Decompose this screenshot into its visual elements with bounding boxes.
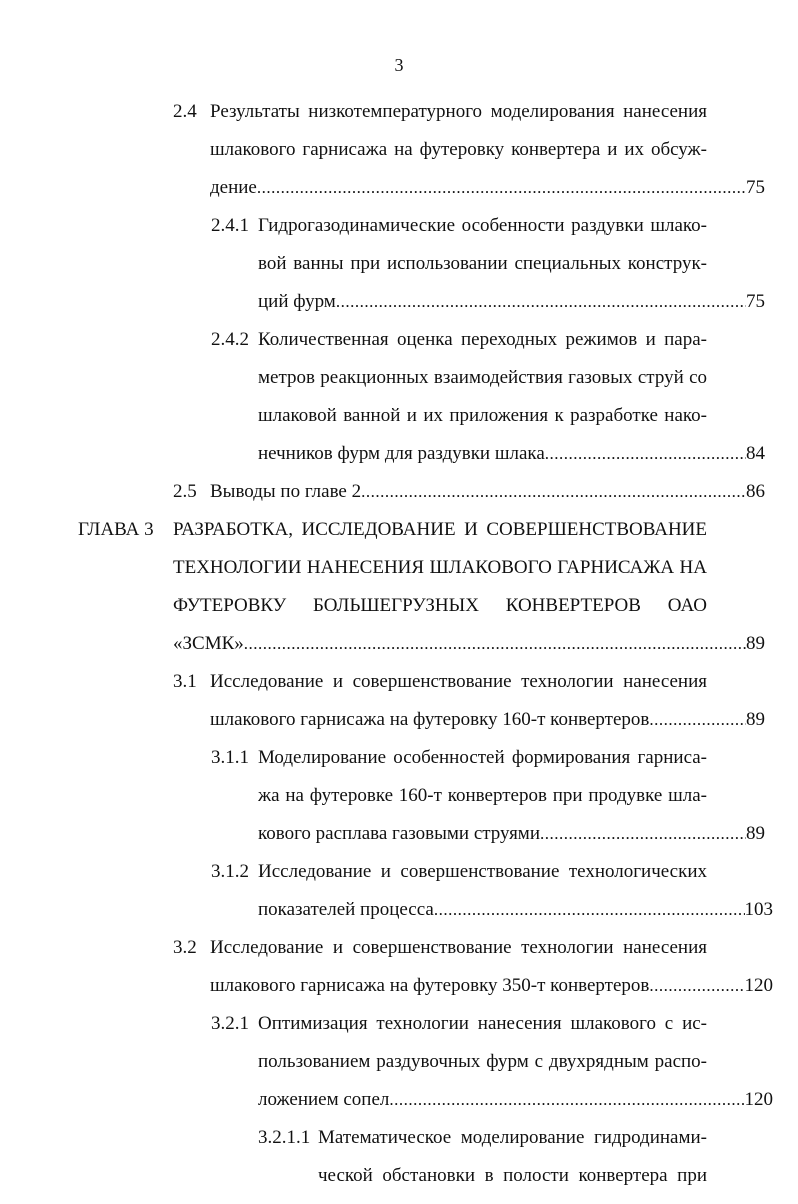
toc-text: ложением сопел	[258, 1089, 390, 1110]
toc-text: кового расплава газовыми струями	[258, 823, 541, 844]
toc-text: шлакового гарнисажа на футеровку 350-т конвертеров	[210, 975, 650, 996]
toc-text: нечников фурм для раздувки шлака	[258, 443, 545, 464]
page-number: 3	[394, 55, 404, 75]
toc-text: Исследование и совершенствование технологических	[258, 861, 707, 882]
chapter-number: ГЛАВА 3	[78, 519, 154, 540]
toc-text: шлаковой ванной и их приложения к разработке нако-	[258, 405, 707, 426]
toc-text: Исследование и совершенствование технологии нанесения	[210, 937, 707, 958]
dot-leader	[540, 823, 746, 845]
toc-text: пользованием раздувочных фурм с двухрядным распо-	[258, 1051, 707, 1072]
toc-entry-3-1-1[interactable]	[258, 823, 765, 845]
toc-text: ций фурм	[258, 291, 336, 312]
toc-page-number: 120	[744, 975, 773, 996]
toc-number: 2.5	[173, 481, 197, 502]
toc-entry-2-4[interactable]	[210, 177, 765, 199]
toc-page-number: 103	[744, 899, 773, 920]
toc-entry-2-4-2[interactable]	[258, 443, 765, 465]
toc-number: 3.1.2	[211, 861, 249, 882]
toc-text: вой ванны при использовании специальных конструк-	[258, 253, 707, 274]
toc-text: Количественная оценка переходных режимов и пара-	[258, 329, 707, 350]
toc-page-number: 120	[744, 1089, 773, 1110]
chapter-title: РАЗРАБОТКА, ИССЛЕДОВАНИЕ И СОВЕРШЕНСТВОВАНИЕ	[173, 519, 707, 540]
toc-text: Выводы по главе 2	[210, 481, 362, 502]
toc-number: 2.4	[173, 101, 197, 122]
dot-leader	[336, 291, 746, 313]
toc-number: 3.2.1.1	[258, 1127, 311, 1148]
dot-leader	[361, 481, 746, 503]
toc-text: ческой обстановки в полости конвертера при	[318, 1165, 707, 1186]
toc-text: шлакового гарнисажа на футеровку конвертера и их обсуж-	[210, 139, 707, 160]
chapter-title: ФУТЕРОВКУ БОЛЬШЕГРУЗНЫХ КОНВЕРТЕРОВ ОАО	[173, 595, 707, 616]
toc-entry-2-5[interactable]	[210, 481, 765, 503]
dot-leader	[545, 443, 746, 465]
toc-page-number: 86	[746, 481, 765, 502]
toc-page-number: 89	[746, 709, 765, 730]
dot-leader	[244, 633, 746, 655]
dot-leader	[649, 975, 744, 997]
toc-entry-3-1[interactable]	[210, 709, 765, 731]
toc-page-number: 89	[746, 823, 765, 844]
toc-page-number: 84	[746, 443, 765, 464]
toc-number: 3.2.1	[211, 1013, 249, 1034]
dot-leader	[257, 177, 746, 199]
toc-page-number: 75	[746, 177, 765, 198]
toc-text: Исследование и совершенствование технологии нанесения	[210, 671, 707, 692]
toc-page-number: 75	[746, 291, 765, 312]
toc-text: Оптимизация технологии нанесения шлакового с ис-	[258, 1013, 707, 1034]
chapter-title: «ЗСМК»	[173, 633, 244, 654]
toc-number: 2.4.2	[211, 329, 249, 350]
toc-entry-3-2[interactable]	[210, 975, 773, 997]
toc-text: Моделирование особенностей формирования гарниса-	[258, 747, 707, 768]
toc-text: Гидрогазодинамические особенности раздувки шлако-	[258, 215, 707, 236]
toc-text: Математическое моделирование гидродинами-	[318, 1127, 707, 1148]
toc-text: дение	[210, 177, 257, 198]
dot-leader	[434, 899, 745, 921]
toc-number: 2.4.1	[211, 215, 249, 236]
toc-text: Результаты низкотемпературного моделирования нанесения	[210, 101, 707, 122]
dot-leader	[649, 709, 746, 731]
toc-page-number: 89	[746, 633, 765, 654]
toc-entry-2-4-1[interactable]	[258, 291, 765, 313]
toc-text: метров реакционных взаимодействия газовых струй со	[258, 367, 707, 388]
toc-text: жа на футеровке 160-т конвертеров при продувке шла-	[258, 785, 707, 806]
toc-number: 3.1.1	[211, 747, 249, 768]
dot-leader	[389, 1089, 744, 1111]
toc-entry-3-1-2[interactable]	[258, 899, 773, 921]
toc-text: шлакового гарнисажа на футеровку 160-т конвертеров	[210, 709, 650, 730]
toc-entry-3-2-1[interactable]	[258, 1089, 773, 1111]
toc-number: 3.1	[173, 671, 197, 692]
toc-number: 3.2	[173, 937, 197, 958]
toc-entry-chapter-3[interactable]	[173, 633, 765, 655]
chapter-title: ТЕХНОЛОГИИ НАНЕСЕНИЯ ШЛАКОВОГО ГАРНИСАЖА НА	[173, 557, 707, 578]
toc-text: показателей процесса	[258, 899, 434, 920]
